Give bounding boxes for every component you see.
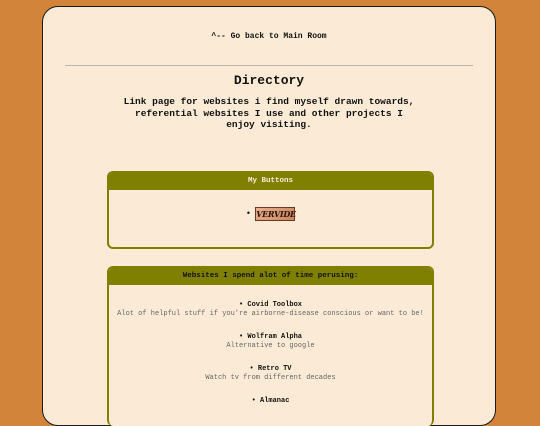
main-panel xyxy=(42,6,496,426)
site-description: Alot of helpful stuff if you're airborne-disease conscious or want to be! xyxy=(117,310,424,318)
button-list xyxy=(109,207,432,221)
site-link-covid-toolbox[interactable]: • Covid Toolbox xyxy=(238,301,302,309)
divider xyxy=(65,65,473,66)
site-link-wolfram-alpha[interactable]: • Wolfram Alpha xyxy=(238,333,302,341)
page-subtitle: Link page for websites i find myself drawn towards, referential websites I use and other projects I enjoy visiting. xyxy=(123,96,415,130)
bullet-icon: • xyxy=(245,209,252,219)
list-item xyxy=(109,301,432,319)
list-item xyxy=(109,333,432,351)
list-item xyxy=(109,365,432,383)
site-link-almanac[interactable]: • Almanac xyxy=(251,397,290,405)
site-link-retro-tv[interactable]: • Retro TV xyxy=(249,365,292,373)
my-buttons-box xyxy=(107,171,434,249)
site-description: Watch tv from different decades xyxy=(205,374,336,382)
websites-heading: Websites I spend alot of time perusing: xyxy=(109,268,432,285)
site-button-badge[interactable]: VERVIDE xyxy=(256,209,296,219)
websites-box xyxy=(107,266,434,426)
page-title: Directory xyxy=(233,73,305,88)
back-to-main-room-link[interactable]: ^-- Go back to Main Room xyxy=(211,32,327,41)
site-description: Alternative to google xyxy=(226,342,315,350)
my-buttons-heading: My Buttons xyxy=(109,173,432,190)
